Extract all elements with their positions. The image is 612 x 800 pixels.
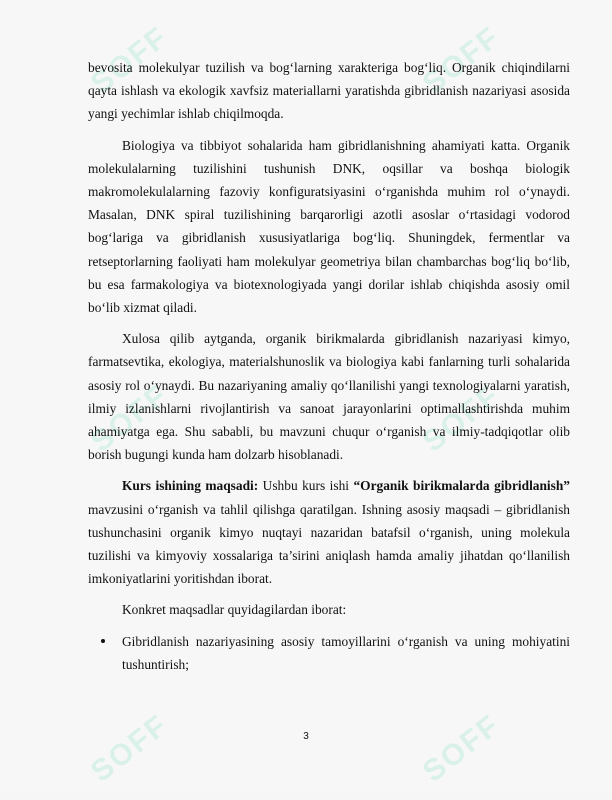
goal-pre: Ushbu kurs ishi	[258, 478, 354, 494]
goal-label: Kurs ishining maqsadi:	[122, 478, 259, 494]
list-item	[88, 630, 570, 676]
watermark-logo: SOFF	[84, 708, 175, 789]
document-body	[88, 56, 570, 676]
list-item-text: Gibridlanish nazariyasining asosiy tamoyillarini o‘rganish va uning mohiyatini tushuntirish;	[122, 633, 570, 672]
goal-paragraph	[88, 474, 570, 590]
bullet-icon	[101, 639, 105, 643]
watermark-logo: SOFF	[416, 378, 507, 459]
watermark-logo: SOFF	[416, 708, 507, 789]
paragraph: bevosita molekulyar tuzilish va bog‘larning xarakteriga bog‘liq. Organik chiqindilarni qayta ishlash va ekologik xavfsiz materiallarni yaratishda gibridlanish nazariyasi asosida yangi yechimlar ishlab chiqilmoqda.	[88, 60, 570, 122]
goal-rest: mavzusini o‘rganish va tahlil qilishga qaratilgan. Ishning asosiy maqsadi – gibridlanish tushunchasini organik kimyo nuqtayi nazaridan batafsil o‘rganish, uning molekula tuzilishi va kimyoviy xossalariga ta’sirini aniqlash hamda amaliy jihatdan qo‘llanilish imkoniyatlarini yoritishdan iborat.	[88, 501, 570, 587]
paragraph: Xulosa qilib aytganda, organik birikmalarda gibridlanish nazariyasi kimyo, farmatsevtika, ekologiya, materialshunoslik va biologiya kabi fanlarning turli sohalarida asosiy rol o‘ynaydi. Bu nazariyaning amaliy qo‘llanilishi yangi texnologiyalarni yaratish, ilmiy izlanishlarni rivojlantirish va sanoat jarayonlarini optimallashtirishda muhim ahamiyatga ega. Shu sababli, bu mavzuni chuqur o‘rganish va ilmiy-tadqiqotlar olib borish bugungi kunda ham dolzarb hisoblanadi.	[88, 331, 570, 463]
watermark-logo: SOFF	[84, 378, 175, 459]
goal-list	[88, 630, 570, 676]
paragraph: Biologiya va tibbiyot sohalarida ham gibridlanishning ahamiyati katta. Organik molekulalarning tuzilishini tushunish DNK, oqsillar va boshqa biologik makromolekulalarning fazoviy konfiguratsiyasini o‘rganishda muhim rol o‘ynaydi. Masalan, DNK spiral tuzilishining barqarorligi azotli asoslar o‘rtasidagi vodorod bog‘lariga va gibridlanish xususiyatlariga bog‘liq. Shuningdek, fermentlar va retseptorlarning faoliyati ham molekulyar geometriya bilan chambarchas bog‘liq bo‘lib, bu esa farmakologiya va biotexnologiyada yangi dorilar ishlab chiqishda asosiy omil bo‘lib xizmat qiladi.	[88, 137, 570, 316]
goal-topic: “Organik birikmalarda gibridlanish”	[353, 478, 571, 494]
watermark-logo: SOFF	[416, 20, 507, 101]
page-number: 3	[303, 731, 309, 742]
specific-goals-intro: Konkret maqsadlar quyidagilardan iborat:	[122, 602, 347, 618]
watermark-logo: SOFF	[84, 20, 175, 101]
